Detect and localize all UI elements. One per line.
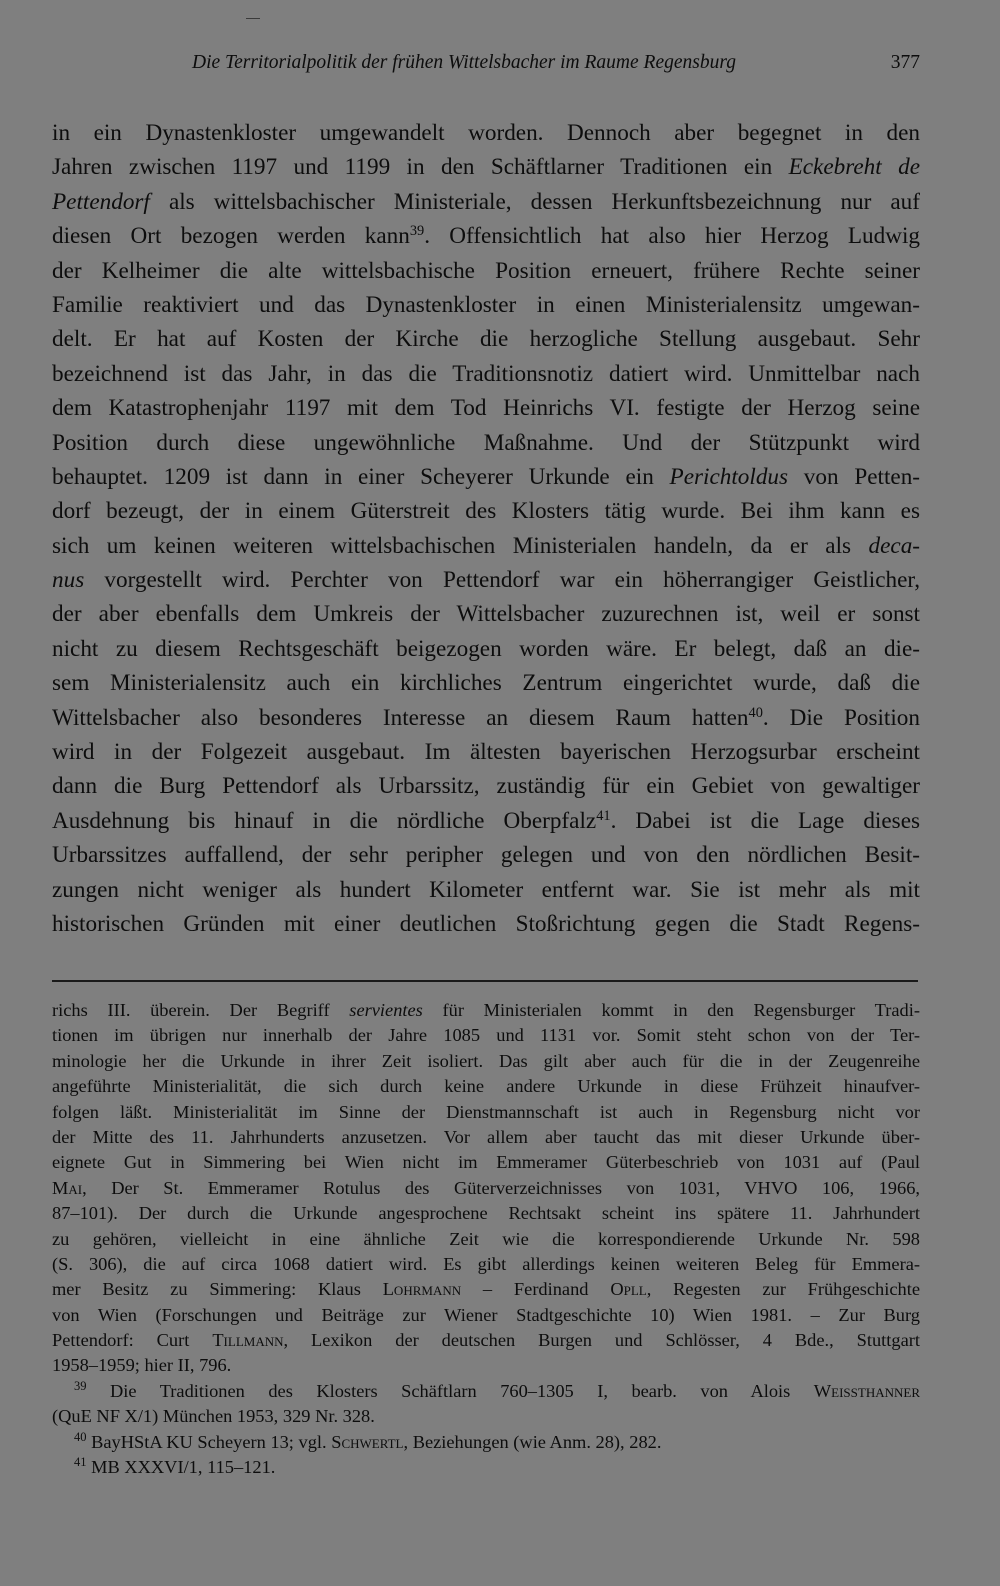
author-name: Tillmann — [212, 1330, 284, 1351]
footnote-line: von Wien (Forschungen und Beiträge zur Wiener Stadtgeschichte 10) Wien 1981. – Zur Burg — [52, 1304, 920, 1325]
body-line: der Kelheimer die alte wittelsbachische Position erneuert, frühere Rechte seiner — [52, 257, 920, 284]
footnote-ref-40: 40 — [748, 704, 763, 721]
footnotes — [52, 998, 920, 1480]
footnote-40: $^{40}$ BayHStA KU Scheyern 13; vgl. Schwertl, Beziehungen (wie Anm. 28), 282. — [74, 1429, 662, 1452]
footnote-line: Pettendorf: Curt Tillmann, Lexikon der deutschen Burgen und Schlösser, 4 Bde., Stuttgart — [52, 1330, 920, 1351]
body-line: sich um keinen weiteren wittelsbachischen Ministerialen handeln, da er als deca- — [52, 532, 921, 559]
body-line: nus vorgestellt wird. Perchter von Pettendorf war ein höherrangiger Geistlicher, — [52, 567, 920, 594]
body-line: Ausdehnung bis hinauf in die nördliche Oberpfalz$^{41}$. Dabei ist die Lage dieses — [52, 807, 921, 834]
footnote-line: 87–101). Der durch die Urkunde angesprochene Rechtsakt scheint ins spätere 11. Jahrhundert — [52, 1203, 920, 1224]
footnote-line: richs III. überein. Der Begriff servientes für Ministerialen kommt in den Regensburger Tradi- — [52, 1000, 920, 1020]
italic-term: servientes — [349, 1000, 423, 1020]
italic-name: Perichtoldus — [669, 463, 789, 490]
italic-term: nus — [52, 567, 85, 594]
body-line: diesen Ort bezogen werden kann$^{39}$. Offensichtlich hat also hier Herzog Ludwig — [52, 223, 920, 250]
body-line: Jahren zwischen 1197 und 1199 in den Schäftlarner Traditionen ein Eckebreht de — [52, 154, 920, 181]
author-name: Weissthanner — [813, 1380, 920, 1401]
footnote-39: $^{39}$ Die Traditionen des Klosters Schäftlarn 760–1305 I, bearb. von Alois Weissthanner — [74, 1378, 920, 1401]
body-line: delt. Er hat auf Kosten der Kirche die herzogliche Stellung ausgebaut. Sehr — [52, 326, 920, 353]
footnote-line: eignete Gut in Simmering bei Wien nicht im Emmeramer Güterbeschrieb von 1031 auf (Paul — [52, 1152, 920, 1173]
body-line: Wittelsbacher also besonderes Interesse an diesem Raum hatten$^{40}$. Die Position — [52, 704, 920, 731]
italic-name: Eckebreht de — [788, 154, 920, 181]
footnote-number: 40 — [74, 1429, 87, 1444]
footnote-line: folgen läßt. Ministerialität im Sinne der Dienstmannschaft ist auch in Regensburg nicht vor — [52, 1101, 920, 1122]
footnote-ref-41: 41 — [596, 807, 611, 824]
body-line: nicht zu diesem Rechtsgeschäft beigezogen worden wäre. Er belegt, daß an die- — [52, 635, 920, 662]
body-line: historischen Gründen mit einer deutlichen Stoßrichtung gegen die Stadt Regens- — [52, 910, 920, 937]
footnote-line: mer Besitz zu Simmering: Klaus Lohrmann – Ferdinand Opll, Regesten zur Frühgeschichte — [52, 1279, 920, 1300]
footnote-line: tionen im übrigen nur innerhalb der Jahre 1085 und 1131 vor. Somit steht schon von der Ter- — [52, 1025, 920, 1046]
footnote-number: 39 — [74, 1378, 87, 1393]
footnote-line: der Mitte des 11. Jahrhunderts anzusetzen. Vor allem aber taucht das mit dieser Urkunde über- — [52, 1126, 920, 1147]
body-line: der aber ebenfalls dem Umkreis der Wittelsbacher zuzurechnen ist, weil er sonst — [52, 601, 920, 628]
italic-term: deca- — [868, 532, 921, 559]
body-line: Position durch diese ungewöhnliche Maßnahme. Und der Stützpunkt wird — [52, 429, 920, 456]
body-line: Pettendorf als wittelsbachischer Ministeriale, dessen Herkunftsbezeichnung nur auf — [52, 188, 921, 215]
footnote-line: (S. 306), die auf circa 1068 datiert wird. Es gibt allerdings keinen weiteren Beleg für Emmera- — [52, 1253, 920, 1274]
footnote-line: 1958–1959; hier II, 796. — [52, 1355, 232, 1376]
footnote-line: zu gehören, vielleicht in eine ähnliche Zeit wie die korrespondierende Urkunde Nr. 598 — [52, 1228, 920, 1249]
italic-name: Pettendorf — [52, 188, 150, 215]
body-line: sem Ministerialensitz auch ein kirchliches Zentrum eingerichtet wurde, daß die — [52, 670, 920, 697]
running-title: Die Territorialpolitik der frühen Wittelsbacher im Raume Regensburg — [192, 52, 736, 73]
footnote-divider — [52, 980, 918, 982]
footnote-line: Mai, Der St. Emmeramer Rotulus des Güterverzeichnisses von 1031, VHVO 106, 1966, — [52, 1177, 920, 1198]
author-name: Opll — [610, 1279, 647, 1300]
body-text — [52, 116, 920, 941]
footnote-line: minologie her die Urkunde in ihrer Zeit isoliert. Das gilt aber auch für die in der Zeugenreihe — [52, 1050, 920, 1071]
body-line: behauptet. 1209 ist dann in einer Scheyerer Urkunde ein Perichtoldus von Petten- — [52, 463, 921, 490]
body-line: dann die Burg Pettendorf als Urbarssitz, zuständig für ein Gebiet von gewaltiger — [52, 773, 920, 800]
author-name: Mai — [52, 1177, 83, 1198]
body-line: dem Katastrophenjahr 1197 mit dem Tod Heinrichs VI. festigte der Herzog seine — [52, 395, 920, 422]
body-line: Urbarssitzes auffallend, der sehr peripher gelegen und von den nördlichen Besit- — [52, 842, 920, 869]
footnote-line: angeführte Ministerialität, die sich durch keine andere Urkunde in diese Frühzeit hinaufver- — [52, 1076, 920, 1097]
footnote-ref-39: 39 — [409, 223, 425, 240]
footnote-line: (QuE NF X/1) München 1953, 329 Nr. 328. — [52, 1406, 375, 1427]
body-line: zungen nicht weniger als hundert Kilometer entfernt war. Sie ist mehr als mit — [52, 876, 920, 903]
body-line: Familie reaktiviert und das Dynastenkloster in einen Ministerialensitz umgewan- — [52, 291, 920, 318]
body-line: bezeichnend ist das Jahr, in das die Traditionsnotiz datiert wird. Unmittelbar nach — [52, 360, 920, 387]
footnote-41: $^{41}$ MB XXXVI/1, 115–121. — [74, 1455, 276, 1478]
author-name: Schwertl — [331, 1431, 404, 1452]
author-name: Lohrmann — [382, 1279, 462, 1300]
footnote-number: 41 — [74, 1455, 87, 1470]
page-number: 377 — [890, 52, 920, 73]
body-line: dorf bezeugt, der in einem Güterstreit des Klosters tätig wurde. Bei ihm kann es — [52, 498, 920, 525]
body-line: wird in der Folgezeit ausgebaut. Im ältesten bayerischen Herzogsurbar erscheint — [52, 739, 920, 766]
top-mark — [246, 18, 260, 19]
body-line: in ein Dynastenkloster umgewandelt worden. Dennoch aber begegnet in den — [52, 120, 920, 146]
running-header — [52, 50, 920, 76]
